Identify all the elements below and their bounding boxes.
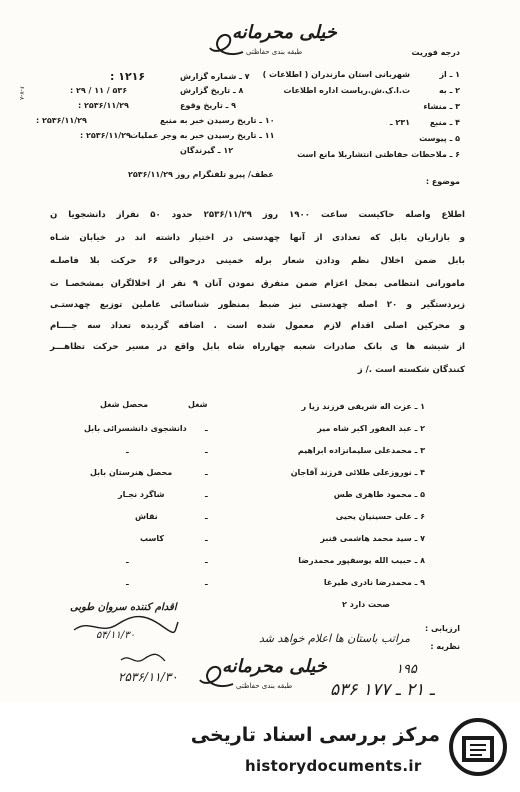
watermark-url: historydocuments.ir — [245, 757, 422, 775]
person-row-3: ۳ ـ محمدعلی سلیمانزاده ابراهیم — [297, 446, 425, 455]
person-row-7: ۷ ـ سید محمد هاشمی قنبر — [320, 534, 425, 543]
action-date: ۵۴/۱۱/۳۰ — [96, 630, 135, 641]
person-row-9-dash: ـ — [205, 578, 208, 587]
body-line-6: و محرکین اصلی اقدام لازم معمول شده است . اضافه گردیده تعداد سه جــــام — [50, 321, 465, 331]
classification-stamp-top: خیلی محرمانه — [232, 22, 337, 43]
watermark-logo — [448, 716, 508, 778]
person-row-4-dash: ـ — [205, 468, 208, 477]
watermark-banner — [0, 702, 520, 792]
source-receipt-label: ۱۰ ـ تاریخ رسیدن خبر به منبع — [160, 116, 275, 125]
side-note: ۶-۷-۸ — [18, 86, 25, 100]
report-number-value: : ۱۲۱۶ — [110, 70, 146, 83]
person-row-2: ۲ ـ عبد الغفور اکبر شاه میر — [317, 424, 425, 433]
report-date-label: ۸ ـ تاریخ گزارش — [180, 86, 244, 95]
operations-receipt-label: ۱۱ ـ تاریخ رسیدن خبر به وجر عملیات — [130, 131, 275, 140]
document-number: ۵۳۶ ـ ۲۱ ـ ۱۷۷ — [330, 680, 435, 700]
classification-stamp-bottom: خیلی محرمانه — [222, 656, 327, 677]
header-security-value: انتشاربلا مانع است — [297, 150, 372, 159]
person-row-6-occupation: نقاش — [135, 512, 158, 521]
person-row-8-dash: ـ — [205, 556, 208, 565]
opinion-label: نظریه : — [430, 642, 460, 651]
urgency-label: درجه فوریت — [411, 48, 460, 57]
recipients-label: ۱۲ ـ گیرندگان — [180, 146, 234, 155]
accuracy-note: صحت دارد ۲ — [342, 600, 390, 609]
action-officer: اقدام کننده سروان طوبی — [70, 602, 177, 613]
person-row-5-dash: ـ — [205, 490, 208, 499]
body-line-5: زیردستگیر و ۲۰ اصله چهدستی نیز ضبط بمنظور شناسائی عاملین توزیع چهدستـی — [50, 300, 465, 310]
report-date-value: : ۲۹ / ۱۱ / ۵۳۶ — [70, 86, 128, 95]
source-receipt-value: : ۲۵۳۶/۱۱/۲۹ — [36, 116, 87, 125]
body-line-8: کنندگان شکسته است ./ ز — [357, 365, 465, 375]
person-row-6: ۶ ـ علی حسینیان یحیی — [335, 512, 425, 521]
occurrence-date-value: : ۲۵۳۶/۱۱/۲۹ — [78, 101, 129, 110]
header-origin-num: ۳ ـ منشاء — [423, 102, 460, 111]
classification-stamp-bottom-sub: طبقه بندی حفاظتی — [236, 682, 293, 690]
person-row-9-occupation: ـ — [126, 578, 129, 587]
person-row-5: ۵ ـ محمود طاهری طس — [333, 490, 425, 499]
person-row-8-occupation: ـ — [126, 556, 129, 565]
evaluation-label: ارزیابی : — [424, 624, 460, 633]
person-row-8: ۸ ـ حبیب الله یوسفپور محمدرضا — [298, 556, 425, 565]
person-row-7-occupation: کاسب — [140, 534, 164, 543]
person-row-9: ۹ ـ محمدرضا نادری طیرغا — [323, 578, 425, 587]
subject-label: موضوع : — [425, 177, 460, 186]
body-line-4: مامورانی انتظامی بمحل اعزام ضمن متفرق نمودن آنان ۹ نفر از اخلالگران بمشخصـا ت — [50, 279, 465, 289]
person-row-1: ۱ ـ عزت اله شریفی فرزند زیا ر — [301, 402, 425, 411]
operations-receipt-value: : ۲۵۳۶/۱۱/۲۹ — [80, 131, 131, 140]
approval-signature — [118, 650, 168, 668]
header-to-value: ت.ا.ک.ش.ریاست اداره اطلاعات — [283, 86, 410, 95]
header-from-value: شهربانی استان مازندران ( اطلاعات ) — [262, 70, 410, 79]
occurrence-date-label: ۹ ـ تاریخ وقوع — [180, 101, 237, 110]
body-line-1: اطلاع واصله حاکیست ساعت ۱۹۰۰ روز ۲۵۳۶/۱۱/۲۹ حدود ۵۰ نفراز دانشجویا ن — [50, 210, 465, 220]
person-row-3-occupation: ـ — [126, 446, 129, 455]
person-row-4-occupation: محصل هنرستان بابل — [90, 468, 173, 477]
body-line-2: و بازاریان بابل که تعدادی از آنها چهدستی در اختیار داشته اند در خیابان شـاه — [50, 233, 465, 243]
body-line-3: بابل ضمن اخلال نظم ودادن شعار برله خمینی درحوالی ۶۶ حرکت بلا فاصلـه — [50, 256, 465, 266]
header-attachment-num: ۵ ـ پیوست — [419, 134, 460, 143]
person-row-3-dash: ـ — [205, 446, 208, 455]
watermark-title-fa: مرکز بررسی اسناد تاریخی — [190, 724, 440, 746]
person-row-4: ۴ ـ نوروزعلی طلائی فرزند آقاجان — [290, 468, 425, 477]
header-source-num: ۴ ـ منبع — [429, 118, 460, 127]
opinion-handwritten-note: مراتب باستان ها اعلام خواهد شد — [259, 632, 410, 645]
table-header-study: محصل شغل — [100, 400, 149, 409]
header-from-num: ۱ ـ از — [439, 70, 460, 79]
person-row-2-dash: ـ — [205, 424, 208, 433]
person-row-6-dash: ـ — [205, 512, 208, 521]
body-line-7: از شیشه ها ی بانک صادرات شعبه چهارراه شاه بابل واقع در مسیر حرکت تظاهـــر — [50, 342, 465, 352]
header-source-value: ۲۳۱ ـ — [389, 118, 410, 127]
small-number: ۱۹۵ — [396, 662, 417, 677]
person-row-2-occupation: دانشجوی دانشسرائی بابل — [84, 424, 187, 433]
person-row-7-dash: ـ — [205, 534, 208, 543]
classification-stamp-top-sub: طبقه بندی حفاظتی — [246, 48, 303, 56]
report-number-label: ۷ ـ شماره گزارش — [180, 72, 250, 81]
person-row-5-occupation: شاگرد نجـار — [118, 490, 165, 499]
header-to-num: ۲ ـ به — [438, 86, 460, 95]
approval-date: ۲۵۳۶/۱۱/۳۰ — [118, 670, 178, 684]
subject-reference: عطف/ پیرو تلفنگرام روز ۲۵۳۶/۱۱/۲۹ — [128, 170, 274, 179]
header-security-num: ۶ ـ ملاحظات حفاظتی — [374, 150, 460, 159]
table-header-job: شغل — [188, 400, 208, 409]
